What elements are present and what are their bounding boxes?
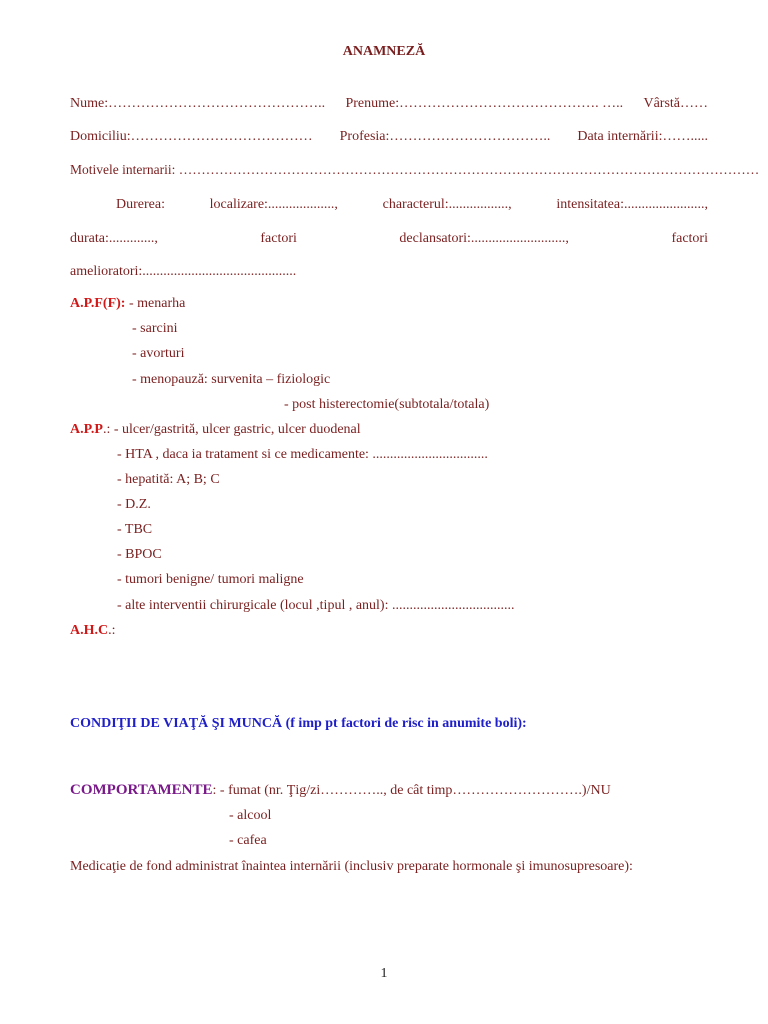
- factori-word-2: factori: [671, 231, 708, 246]
- app-item: - TBC: [117, 522, 153, 537]
- medicatie-field: Medicaţie de fond administrat înaintea internării (inclusiv preparate hormonale şi imunosupresoare):: [70, 859, 633, 874]
- ahc-rest: .:: [108, 623, 116, 638]
- apf-heading: [70, 296, 185, 312]
- app-item: - BPOC: [117, 547, 162, 562]
- amelioratori-field: amelioratori:............................................: [70, 264, 297, 279]
- conditii-heading: CONDIŢII DE VIAŢĂ ŞI MUNCĂ (f imp pt factori de risc in anumite boli):: [70, 716, 527, 731]
- apf-item: - menopauză: survenita – fiziologic: [132, 372, 331, 387]
- apf-item: - sarcini: [132, 321, 178, 336]
- app-item: - hepatită: A; B; C: [117, 472, 220, 487]
- app-item: - tumori benigne/ tumori maligne: [117, 572, 304, 587]
- comportamente-item: - alcool: [229, 808, 272, 823]
- intensitate-field: intensitatea:.......................,: [556, 197, 708, 212]
- apf-first-item: - menarha: [125, 296, 186, 311]
- durerea-label: Durerea:: [116, 197, 165, 212]
- declansatori-field: declansatori:...........................,: [399, 231, 569, 246]
- app-item: - D.Z.: [117, 497, 151, 512]
- apf-label: A.P.F(F):: [70, 296, 126, 311]
- apf-item: - avorturi: [132, 346, 185, 361]
- app-item: - alte interventii chirurgicale (locul ,tipul , anul): ...................................: [117, 598, 515, 613]
- prenume-field: Prenume:……………………………………. …..: [345, 96, 624, 111]
- localizare-field: localizare:...................,: [209, 197, 338, 212]
- varsta-field: Vârstă……: [643, 96, 708, 111]
- app-first-item: .: - ulcer/gastrită, ulcer gastric, ulcer duodenal: [102, 422, 361, 437]
- domiciliu-field: Domiciliu:…………………………………: [70, 129, 313, 144]
- durerea-row: [116, 197, 708, 213]
- data-internarii-field: Data internării:…….....: [577, 129, 708, 144]
- identity-row: [70, 96, 708, 112]
- nume-field: Nume:………………………………………..: [70, 96, 326, 111]
- motive-field: Motivele internarii: …………………………………………………………………………………………………………………: [70, 162, 760, 177]
- page-number: 1: [380, 966, 388, 981]
- app-label: A.P.P: [70, 422, 103, 437]
- comportamente-first-item: : - fumat (nr. Ţig/zi………….., de cât timp……………………….)/NU: [212, 783, 611, 798]
- durata-field: durata:.............,: [70, 231, 158, 246]
- comportamente-label: COMPORTAMENTE: [70, 782, 213, 798]
- profesia-field: Profesia:……………………………..: [339, 129, 551, 144]
- app-heading: [70, 422, 361, 438]
- factori-word: factori: [260, 231, 297, 246]
- app-item: - HTA , daca ia tratament si ce medicamente: .................................: [117, 447, 488, 462]
- comportamente-item: - cafea: [229, 833, 267, 848]
- apf-post-item: - post histerectomie(subtotala/totala): [284, 397, 490, 412]
- address-row: [70, 129, 708, 145]
- caracter-field: characterul:.................,: [382, 197, 512, 212]
- durata-row: [70, 231, 708, 247]
- ahc-label: A.H.C: [70, 623, 109, 638]
- ahc-heading: [70, 623, 116, 639]
- comportamente-heading: [70, 782, 611, 799]
- document-title: ANAMNEZĂ: [342, 44, 426, 59]
